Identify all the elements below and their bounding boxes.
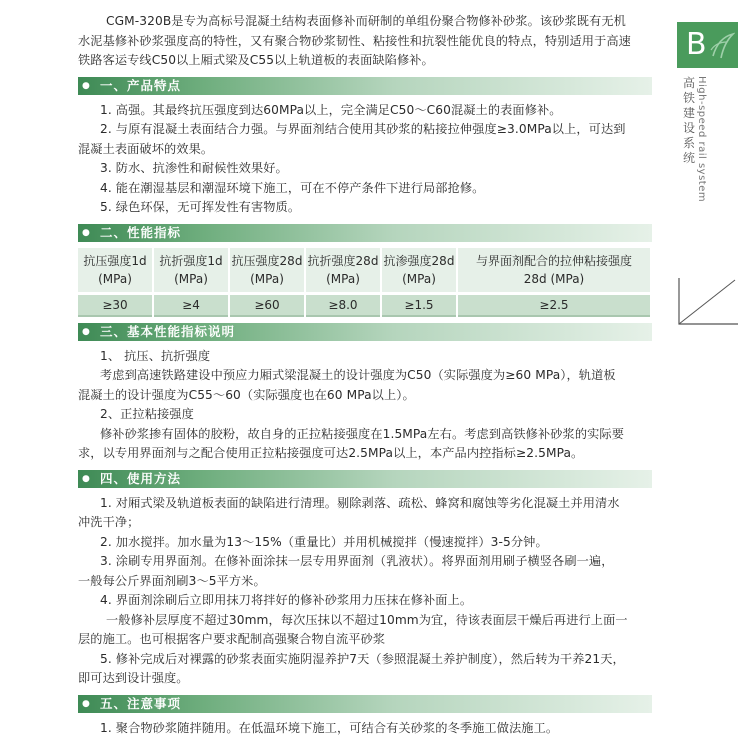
usage-line: 3. 涂刷专用界面剂。在修补面涂抹一层专用界面剂（乳液状）。将界面剂用刷子横竖各刷一遍， [100, 554, 614, 568]
table-header-cell: 抗压强度28d (MPa) [230, 248, 304, 292]
table-value-cell: ≥30 [78, 295, 152, 317]
table-value-cell: ≥1.5 [382, 295, 456, 317]
table-header-row [78, 248, 650, 292]
section-heading-notes [78, 695, 652, 713]
table-value-row [78, 295, 650, 317]
bullet-dots-icon: ● [82, 698, 90, 709]
feature-line: 1. 高强。其最终抗压强度到达60MPa以上，完全满足C50～C60混凝土的表面修补。 [100, 102, 562, 117]
explanation-line: 求，以专用界面剂与之配合使用正拉粘接强度可达2.5MPa以上，本产品内控指标≥2.5MPa。 [78, 446, 584, 460]
usage-line: 冲洗干净； [78, 515, 140, 529]
section-title: 二、性能指标 [100, 224, 182, 240]
bullet-dots-icon: ● [82, 227, 90, 238]
notes-line: 1. 聚合物砂浆随拌随用。在低温环境下施工，可结合有关砂浆的冬季施工做法施工。 [100, 720, 559, 735]
usage-line: 1. 对厢式梁及轨道板表面的缺陷进行清理。剔除剥落、疏松、蜂窝和腐蚀等劣化混凝土并用清水 [100, 495, 620, 510]
section-title: 三、基本性能指标说明 [100, 323, 236, 339]
performance-table [76, 248, 652, 317]
bullet-dots-icon: ● [82, 80, 90, 91]
usage-line: 层的施工。也可根据客户要求配制高强聚合物自流平砂浆 [78, 632, 386, 646]
main-content [78, 12, 652, 738]
table-header-cell: 抗渗强度28d (MPa) [382, 248, 456, 292]
section-heading-features [78, 77, 652, 95]
table-value-cell: ≥8.0 [306, 295, 380, 317]
feature-line: 2. 与原有混凝土表面结合力强。与界面剂结合使用其砂浆的粘接拉伸强度≥3.0MPa以上，可达到 [100, 122, 626, 136]
badge-letter: B [686, 27, 707, 62]
explanation-line: 修补砂浆掺有固体的胶粉，故自身的正拉粘接强度在1.5MPa左右。考虑到高铁修补砂浆的实际要 [100, 426, 624, 441]
feature-line: 5. 绿色环保，无可挥发性有害物质。 [100, 200, 301, 214]
usage-line: 4. 界面剂涂刷后立即用抹刀将拌好的修补砂浆用力压抹在修补面上。 [100, 593, 473, 607]
intro-line: CGM-320B是专为高标号混凝土结构表面修补而研制的单组份聚合物修补砂浆。该砂浆既有无机 [106, 14, 626, 28]
table-header-cell: 与界面剂配合的拉伸粘接强度 28d (MPa) [458, 248, 650, 292]
usage-line: 5. 修补完成后对裸露的砂浆表面实施阴湿养护7天（参照混凝土养护制度），然后转为干养21天， [100, 651, 625, 666]
intro-line: 水泥基修补砂浆强度高的特性，又有聚合物砂浆韧性、粘接性和抗裂性能优良的特点，特别适用于高速 [78, 33, 631, 48]
table-value-cell: ≥4 [154, 295, 228, 317]
table-value-cell: ≥60 [230, 295, 304, 317]
corner-line-decoration [677, 276, 738, 326]
bullet-dots-icon: ● [82, 473, 90, 484]
table-header-cell: 抗压强度1d (MPa) [78, 248, 152, 292]
section-title: 五、注意事项 [100, 695, 182, 711]
explanation-line: 1、 抗压、抗折强度 [100, 348, 211, 363]
explanation-line: 混凝土的设计强度为C55～60（实际强度也在60 MPa以上）。 [78, 387, 415, 402]
leaf-swirl-icon [709, 30, 735, 60]
sidebar-title-en: High-speed rail system [696, 76, 707, 203]
feature-line: 4. 能在潮湿基层和潮湿环境下施工，可在不停产条件下进行局部抢修。 [100, 180, 485, 195]
explanation-line: 2、正拉粘接强度 [100, 407, 194, 421]
section-heading-usage [78, 470, 652, 488]
table-header-cell: 抗折强度28d (MPa) [306, 248, 380, 292]
section-heading-explanation [78, 323, 652, 341]
bullet-dots-icon: ● [82, 326, 90, 337]
usage-line: 一般每公斤界面剂刷3～5平方米。 [78, 573, 266, 588]
usage-line: 2. 加水搅拌。加水量为13～15%（重量比）并用机械搅拌（慢速搅拌）3-5分钟。 [100, 534, 548, 549]
feature-line: 混凝土表面破坏的效果。 [78, 141, 214, 156]
table-value-cell: ≥2.5 [458, 295, 650, 317]
table-header-cell: 抗折强度1d (MPa) [154, 248, 228, 292]
section-heading-performance [78, 224, 652, 242]
feature-line: 3. 防水、抗渗性和耐候性效果好。 [100, 161, 288, 175]
explanation-line: 考虑到高速铁路建设中预应力厢式梁混凝土的设计强度为C50（实际强度为≥60 MPa），轨道板 [100, 368, 616, 382]
usage-line: 即可达到设计强度。 [78, 671, 189, 685]
section-title: 四、使用方法 [100, 470, 182, 486]
intro-line: 铁路客运专线C50以上厢式梁及C55以上轨道板的表面缺陷修补。 [78, 53, 434, 67]
sidebar-title-cn: 高 铁 建 设 系 统 [682, 76, 695, 165]
section-badge [677, 22, 738, 68]
usage-line: 一般修补层厚度不超过30mm，每次压抹以不超过10mm为宜，待该表面层干燥后再进行上面一 [106, 612, 628, 627]
section-title: 一、产品特点 [100, 77, 182, 93]
